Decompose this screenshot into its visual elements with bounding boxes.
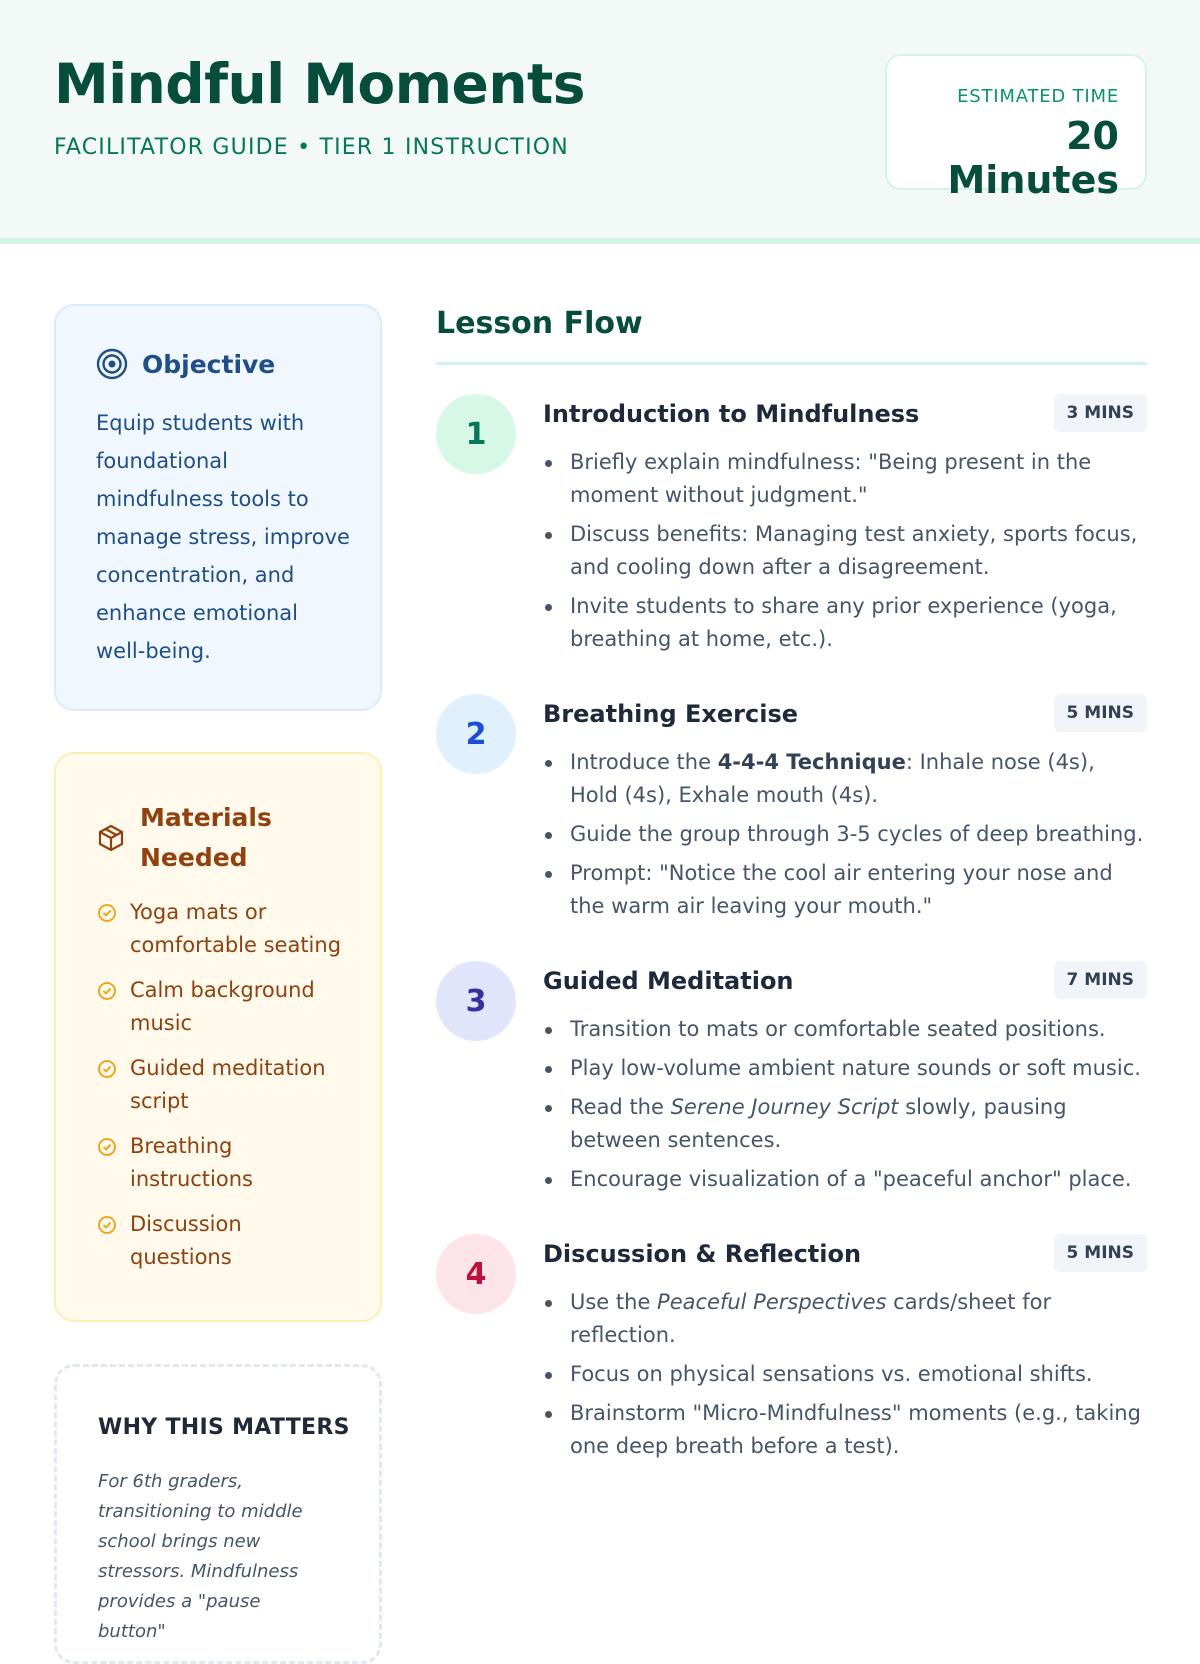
list-item [543,746,1147,812]
step-title: Introduction to Mindfulness [543,400,920,428]
objective-title: Objective [142,349,276,379]
step-title: Guided Meditation [543,967,794,995]
material-label: Guided meditation script [130,1056,326,1113]
check-circle-icon [96,1214,118,1236]
card-set-name: Peaceful Perspectives [657,1290,887,1314]
estimated-time-card [885,54,1147,202]
bullet-text: Introduce the [570,750,718,774]
step-number: 1 [436,394,516,474]
material-label: Calm background music [130,978,315,1035]
bullet-text: Read the [570,1095,671,1119]
bullet-text: slowly, pausing between sentences. [570,1095,1067,1152]
check-circle-icon [96,1136,118,1158]
duration-badge: 3 MINS [1054,394,1147,432]
step-number: 2 [436,694,516,774]
duration-badge: 7 MINS [1054,961,1147,999]
step-number: 3 [436,961,516,1041]
objective-card [54,304,382,711]
list-item: Briefly explain mindfulness: "Being present in the moment without judgment." [543,446,1147,512]
objective-heading [96,348,275,380]
material-label: Yoga mats or comfortable seating [130,900,342,957]
objective-text: Equip students with foundational mindfulness tools to manage stress, improve concentration, and enhance emotional well-being. [96,411,350,663]
list-item: Discuss benefits: Managing test anxiety, sports focus, and cooling down after a disagreement. [543,518,1147,584]
step-bullets [543,1013,1147,1202]
step-title: Discussion & Reflection [543,1240,862,1268]
materials-card [54,752,382,1322]
list-item [543,1286,1147,1352]
bullet-text: cards/sheet for reflection. [570,1290,1052,1347]
technique-name: 4-4-4 Technique [717,750,906,774]
list-item: Transition to mats or comfortable seated positions. [543,1013,1147,1046]
step-number: 4 [436,1234,516,1314]
list-item [543,1091,1147,1157]
step-bullets [543,1286,1147,1469]
list-item: Brainstorm "Micro-Mindfulness" moments (e.g., taking one deep breath before a test). [543,1397,1147,1463]
list-item: Focus on physical sensations vs. emotional shifts. [543,1358,1147,1391]
materials-title: Materials Needed [140,803,272,872]
list-item [96,896,346,962]
lesson-flow-title: Lesson Flow [436,306,643,341]
check-circle-icon [96,980,118,1002]
script-name: Serene Journey Script [670,1095,899,1119]
list-item [96,1052,346,1118]
materials-heading [96,798,280,878]
list-item [96,1208,346,1274]
list-item: Invite students to share any prior experience (yoga, breathing at home, etc.). [543,590,1147,656]
duration-badge: 5 MINS [1054,694,1147,732]
bullet-text: Use the [570,1290,658,1314]
list-item: Guide the group through 3-5 cycles of deep breathing. [543,818,1147,851]
list-item: Play low-volume ambient nature sounds or soft music. [543,1052,1147,1085]
list-item: Prompt: "Notice the cool air entering your nose and the warm air leaving your mouth." [543,857,1147,923]
list-item [96,1130,346,1196]
material-label: Discussion questions [130,1212,242,1269]
step-bullets [543,746,1147,929]
list-item [96,974,346,1040]
why-this-matters-card [54,1364,382,1664]
estimated-time-label: ESTIMATED TIME [957,86,1119,107]
check-circle-icon [96,1058,118,1080]
bullet-text: : Inhale nose (4s), Hold (4s), Exhale mouth (4s). [570,750,1095,807]
check-circle-icon [96,902,118,924]
box-icon [96,823,126,853]
step-title: Breathing Exercise [543,700,799,728]
divider [436,362,1147,365]
list-item: Encourage visualization of a "peaceful anchor" place. [543,1163,1147,1196]
step-bullets [543,446,1147,662]
why-text: For 6th graders, transitioning to middle school brings new stressors. Mindfulness provides a "pause button" [98,1471,303,1642]
page-title: Mindful Moments [54,52,586,116]
duration-badge: 5 MINS [1054,1234,1147,1272]
materials-list [96,896,346,1286]
header [0,0,1200,244]
target-icon [96,348,128,380]
page-subtitle: FACILITATOR GUIDE • TIER 1 INSTRUCTION [54,135,569,160]
estimated-time-value: 20 Minutes [947,114,1119,202]
material-label: Breathing instructions [130,1134,253,1191]
why-title: WHY THIS MATTERS [98,1415,350,1440]
